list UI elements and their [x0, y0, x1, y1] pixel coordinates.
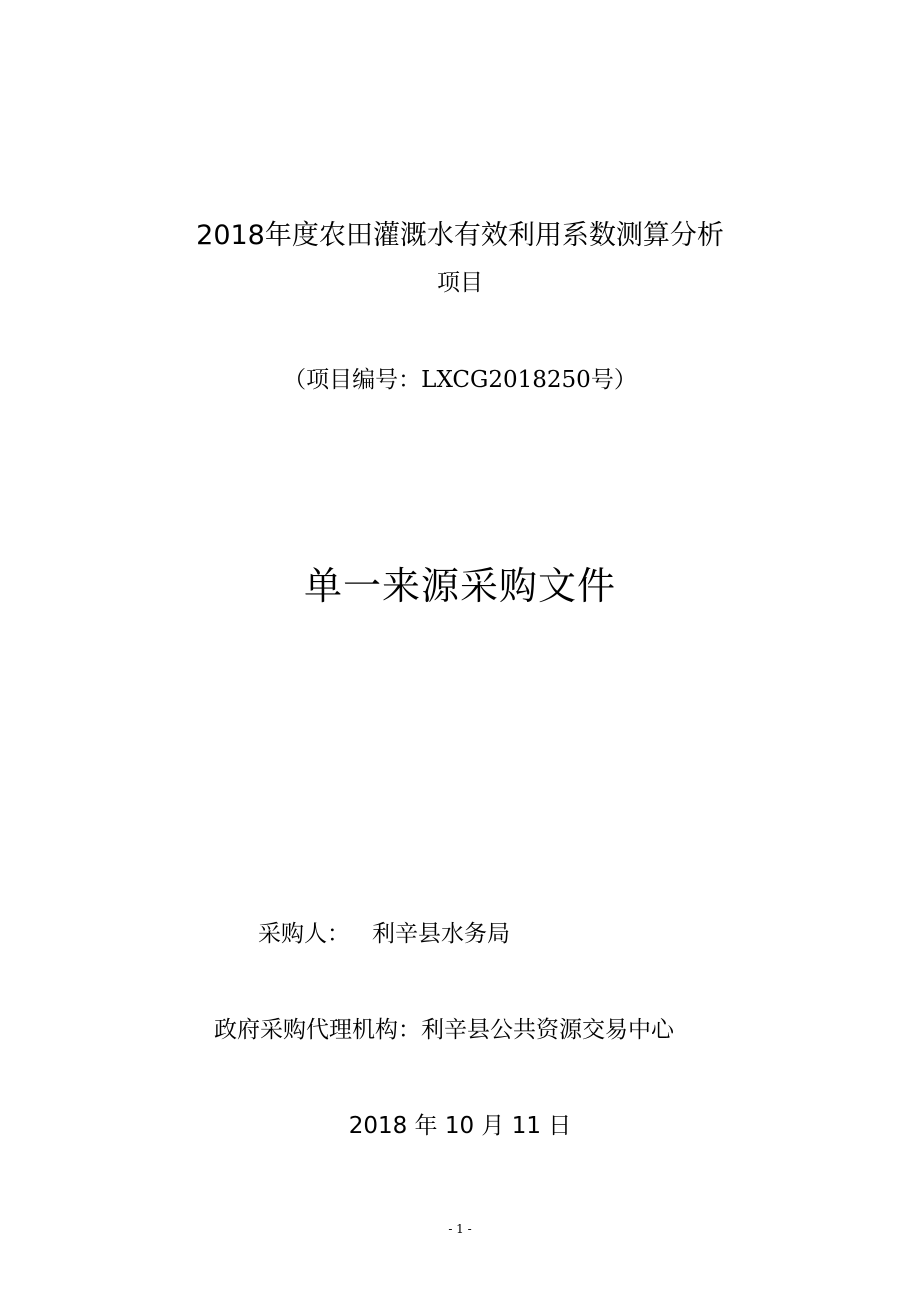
issue-date: 2018 年 10 月 11 日	[348, 1113, 572, 1139]
document-type-heading: 单一来源采购文件	[303, 564, 616, 608]
project-title-line-1: 2018年度农田灌溉水有效利用系数测算分析	[196, 220, 724, 251]
agency-value: 利辛县公共资源交易中心	[421, 1017, 674, 1043]
page-number: - 1 -	[448, 1222, 472, 1236]
agency-label: 政府采购代理机构：	[214, 1017, 421, 1043]
purchaser-label: 采购人：	[258, 921, 350, 947]
purchaser-value: 利辛县水务局	[372, 921, 510, 947]
project-title-line-2: 项目	[437, 270, 483, 296]
project-number: （项目编号：LXCG2018250号）	[283, 367, 637, 393]
agency-line	[214, 1012, 674, 1048]
purchaser-line	[258, 916, 510, 952]
